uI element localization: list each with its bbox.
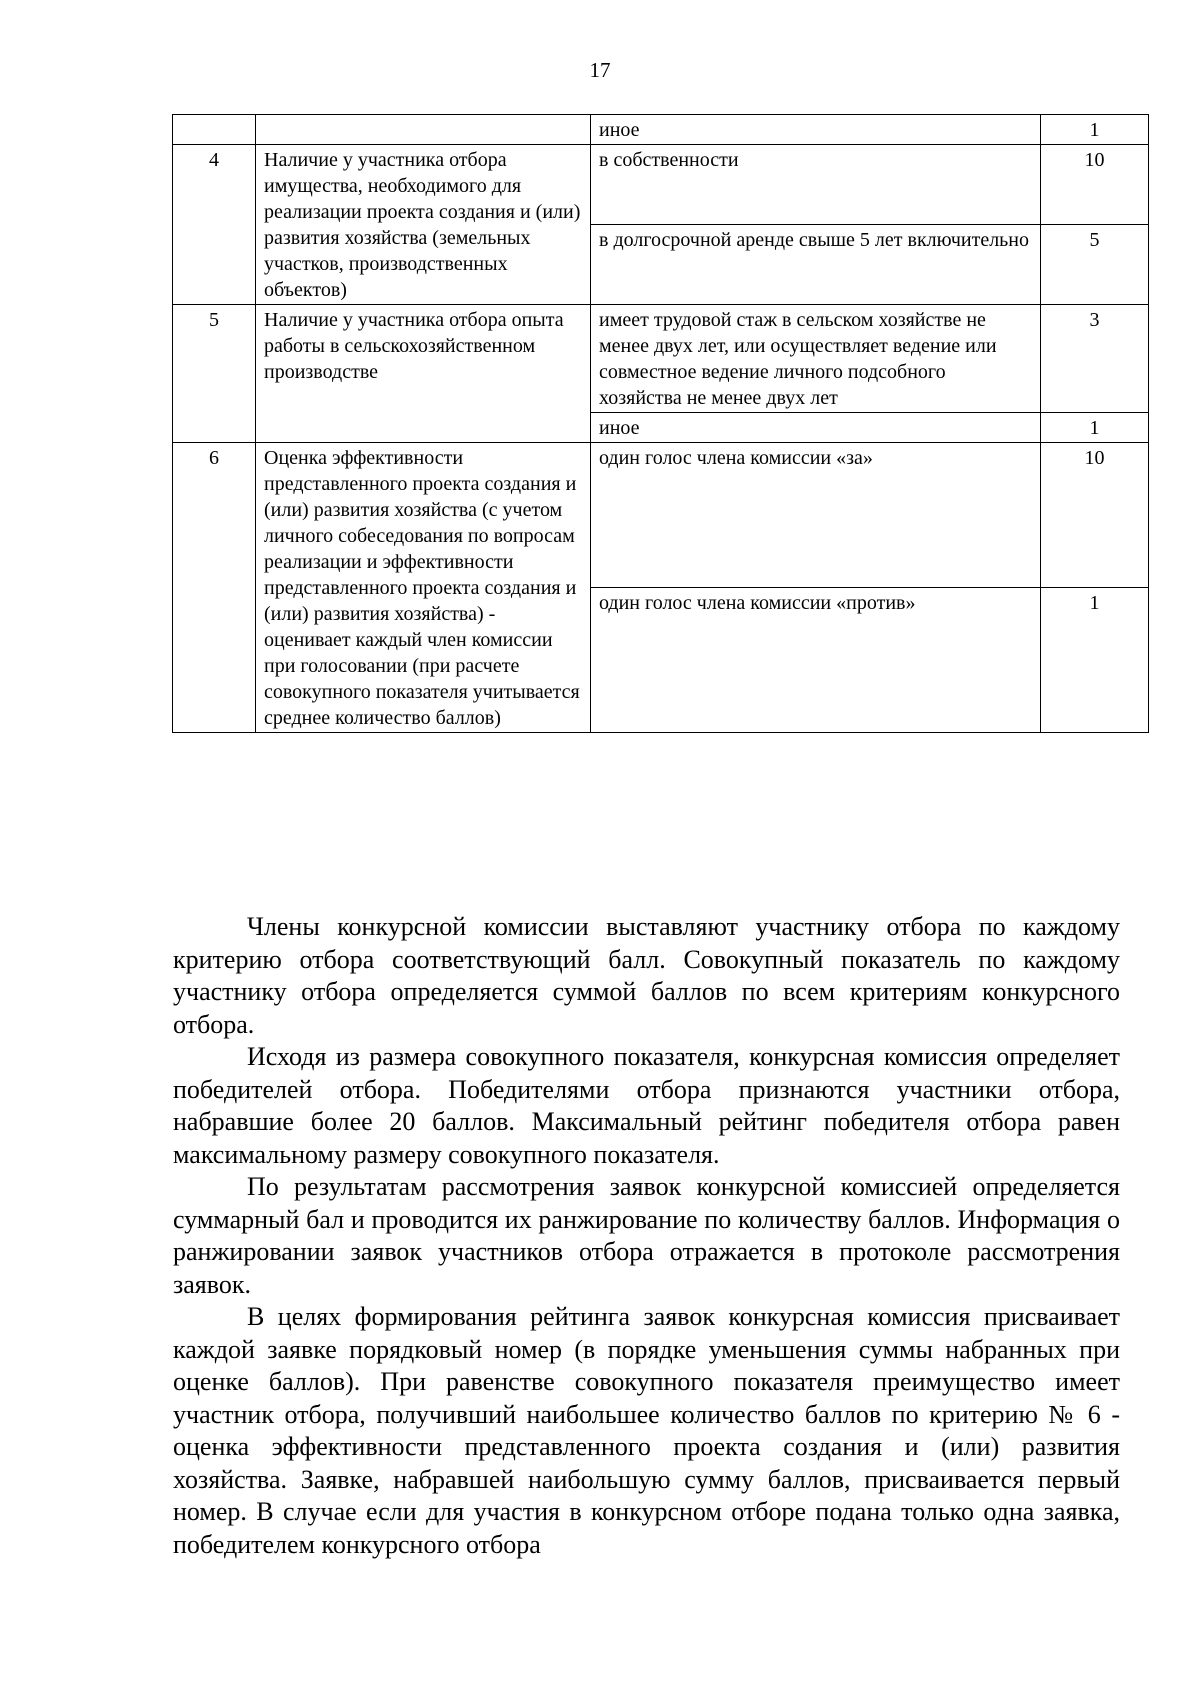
option-score: 3	[1041, 305, 1149, 413]
criterion-number: 5	[173, 305, 256, 443]
paragraph: Исходя из размера совокупного показателя, конкурсная комиссия определяет победителей отбора. Победителями отбора признаются участники отбора, набравшие более 20 баллов. Максимальный рейтинг победителя отбора равен максимальному размеру совокупного показателя.	[173, 1042, 1120, 1169]
option-score: 1	[1041, 588, 1149, 733]
table-row	[173, 145, 1149, 225]
criteria-table	[172, 114, 1149, 733]
option-score: 10	[1041, 145, 1149, 225]
option-score: 10	[1041, 443, 1149, 588]
option-value: иное	[591, 115, 1041, 145]
criterion-text: Наличие у участника отбора имущества, необходимого для реализации проекта создания и (или) развития хозяйства (земельных участков, производственных объектов)	[256, 145, 591, 305]
option-value: иное	[591, 413, 1041, 443]
paragraph: По результатам рассмотрения заявок конкурсной комиссией определяется суммарный бал и проводится их ранжирование по количеству баллов. Информация о ранжировании заявок участников отбора отражается в протоколе рассмотрения заявок.	[173, 1172, 1120, 1299]
option-value: один голос члена комиссии «за»	[591, 443, 1041, 588]
table-row	[173, 305, 1149, 413]
option-value: в собственности	[591, 145, 1041, 225]
paragraph: Члены конкурсной комиссии выставляют участнику отбора по каждому критерию отбора соответствующий балл. Совокупный показатель по каждому участнику отбора определяется суммой баллов по всем критериям конкурсного отбора.	[173, 912, 1120, 1039]
body-text	[173, 911, 1120, 1561]
option-score: 1	[1041, 115, 1149, 145]
option-value: в долгосрочной аренде свыше 5 лет включительно	[591, 225, 1041, 305]
table-row	[173, 443, 1149, 588]
option-value: имеет трудовой стаж в сельском хозяйстве не менее двух лет, или осуществляет ведение или совместное ведение личного подсобного хозяйства не менее двух лет	[591, 305, 1041, 413]
option-score: 5	[1041, 225, 1149, 305]
criterion-number: 4	[173, 145, 256, 305]
criterion-text	[256, 115, 591, 145]
criterion-number	[173, 115, 256, 145]
option-value: один голос члена комиссии «против»	[591, 588, 1041, 733]
option-score: 1	[1041, 413, 1149, 443]
page-number: 17	[589, 58, 611, 82]
criterion-text: Наличие у участника отбора опыта работы в сельскохозяйственном производстве	[256, 305, 591, 443]
table-row	[173, 115, 1149, 145]
criterion-number: 6	[173, 443, 256, 733]
criterion-text: Оценка эффективности представленного проекта создания и (или) развития хозяйства (с учетом личного собеседования по вопросам реализации и эффективности представленного проекта создания и (или) развития хозяйства) - оценивает каждый член комиссии при голосовании (при расчете совокупного показателя учитывается среднее количество баллов)	[256, 443, 591, 733]
paragraph: В целях формирования рейтинга заявок конкурсная комиссия присваивает каждой заявке порядковый номер (в порядке уменьшения суммы набранных при оценке баллов). При равенстве совокупного показателя преимущество имеет участник отбора, получивший наибольшее количество баллов по критерию № 6 - оценка эффективности представленного проекта создания и (или) развития хозяйства. Заявке, набравшей наибольшую сумму баллов, присваивается первый номер. В случае если для участия в конкурсном отборе подана только одна заявка, победителем конкурсного отбора	[173, 1302, 1120, 1559]
